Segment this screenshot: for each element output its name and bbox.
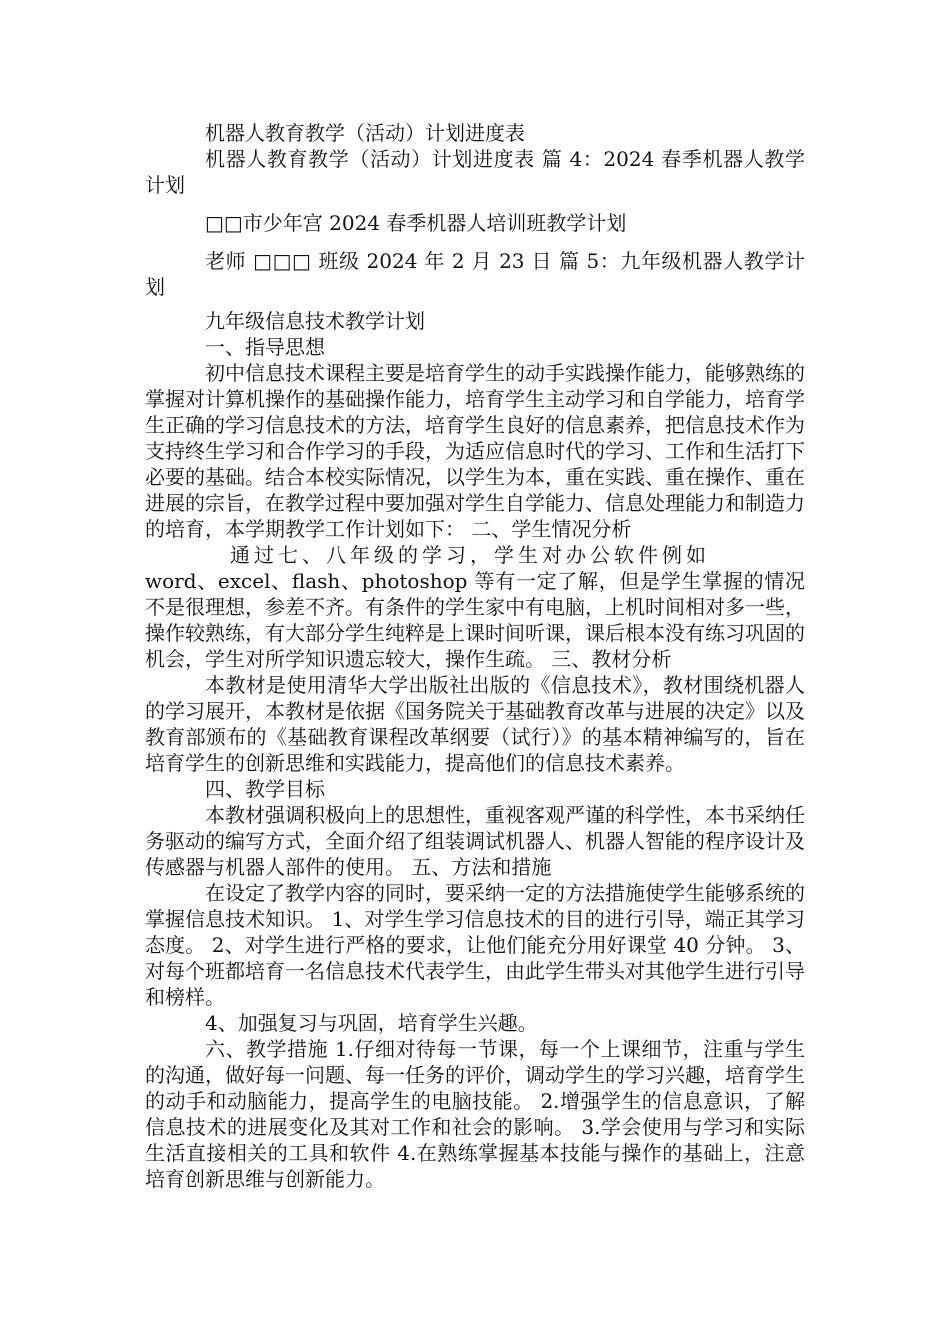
paragraph-pian4: 机器人教育教学（活动）计划进度表 篇 4：2024 春季机器人教学计划 — [145, 147, 805, 197]
document-body — [145, 120, 805, 1192]
section3-body: 本教材是使用清华大学出版社出版的《信息技术》，教材围绕机器人的学习展开，本教材是依据《国务院关于基础教育改革与进展的决定》以及教育部颁布的《基础教育课程改革纲要（试行）》的基本精神编写的，旨在培育学生的创新思维和实践能力，提高他们的信息技术素养。 — [145, 673, 805, 775]
document-title: 机器人教育教学（活动）计划进度表 — [205, 121, 525, 145]
section6-body: 六、教学措施 1.仔细对待每一节课，每一个上课细节，注重与学生的沟通，做好每一问题、每一任务的评价，调动学生的学习兴趣，培育学生的动手和动脑能力，提高学生的电脑技能。 2.增强学生的信息意识，了解信息技术的进展变化及其对工作和社会的影响。 3.学会使用与学习和实际生活直接相关的工具和软件 4.在熟练掌握基本技能与操作的基础上，注意培育创新思维与创新能力。 — [145, 1037, 805, 1191]
section1-heading: 一、指导思想 — [205, 335, 325, 359]
section1-body: 初中信息技术课程主要是培育学生的动手实践操作能力，能够熟练的掌握对计算机操作的基础操作能力，培育学生主动学习和自学能力，培育学生正确的学习信息技术的方法，培育学生良好的信息素养，把信息技术作为支持终生学习和合作学习的手段，为适应信息时代的学习、工作和生活打下必要的基础。结合本校实际情况，以学生为本，重在实践、重在操作、重在进展的宗旨，在教学过程中要加强对学生自学能力、信息处理能力和制造力的培育，本学期教学工作计划如下： 二、学生情况分析 — [145, 361, 805, 541]
paragraph-ninth-grade-plan: 九年级信息技术教学计划 — [205, 309, 425, 333]
section2-body: word、excel、flash、photoshop 等有一定了解，但是学生掌握的情况不是很理想，参差不齐。有条件的学生家中有电脑，上机时间相对多一些，操作较熟练，有大部分学生纯粹是上课时间听课，课后根本没有练习巩固的机会，学生对所学知识遗忘较大，操作生疏。 三、教材分析 — [145, 569, 805, 671]
section2-lead: 通过七、八年级的学习，学生对办公软件例如 — [230, 543, 710, 567]
section4-body: 本教材强调积极向上的思想性，重视客观严谨的科学性，本书采纳任务驱动的编写方式，全面介绍了组装调试机器人、机器人智能的程序设计及传感器与机器人部件的使用。 五、方法和措施 — [145, 803, 805, 879]
paragraph-youth-palace-plan: □□市少年宫 2024 春季机器人培训班教学计划 — [205, 211, 627, 235]
section5-item4: 4、加强复习与巩固，培育学生兴趣。 — [205, 1011, 538, 1035]
section4-heading: 四、教学目标 — [205, 777, 325, 801]
paragraph-teacher-line: 老师 □□□ 班级 2024 年 2 月 23 日 篇 5：九年级机器人教学计划 — [145, 249, 805, 299]
section5-body: 在设定了教学内容的同时，要采纳一定的方法措施使学生能够系统的掌握信息技术知识。 1、对学生学习信息技术的目的进行引导，端正其学习态度。 2、对学生进行严格的要求，让他们能充分用好课堂 40 分钟。 3、对每个班都培育一名信息技术代表学生，由此学生带头对其他学生进行引导和榜样。 — [145, 881, 805, 1009]
